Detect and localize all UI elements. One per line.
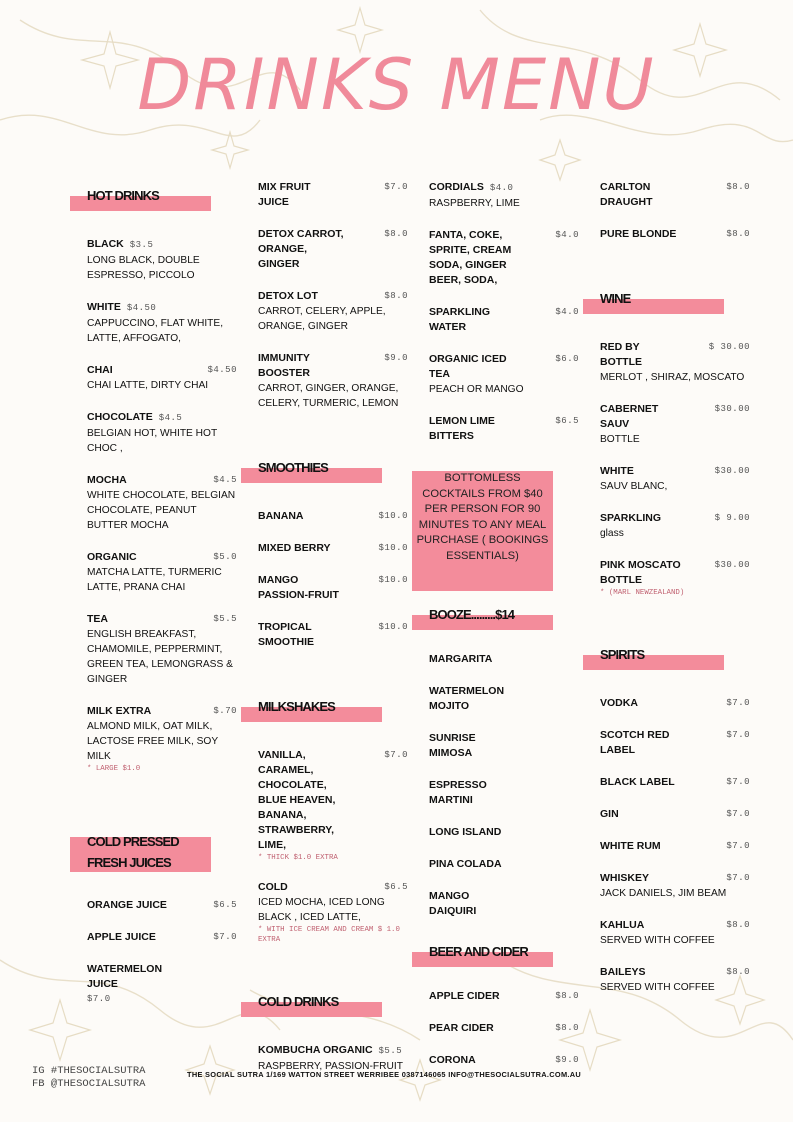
item-note: * (MARL NEWZEALAND) bbox=[600, 589, 685, 597]
item-price: $4.0 bbox=[489, 183, 514, 193]
item-description: CARROT, CELERY, APPLE, ORANGE, GINGER bbox=[258, 306, 386, 332]
menu-item bbox=[429, 652, 579, 667]
menu-item bbox=[429, 889, 579, 919]
menu-item bbox=[87, 898, 237, 913]
menu-item bbox=[429, 1021, 579, 1036]
item-name: PEAR CIDER bbox=[429, 1022, 494, 1034]
section-heading: BEER AND CIDER bbox=[429, 944, 528, 959]
menu-section bbox=[600, 291, 750, 598]
item-name: BLACK LABEL bbox=[600, 776, 675, 788]
menu-item bbox=[258, 620, 408, 650]
menu-item bbox=[429, 414, 579, 444]
item-description: CARROT, GINGER, ORANGE, CELERY, TURMERIC, LEMON bbox=[258, 383, 399, 409]
section-banner bbox=[70, 834, 211, 872]
item-name: CHAI bbox=[87, 364, 113, 376]
menu-item bbox=[429, 731, 579, 761]
section-banner bbox=[241, 994, 382, 1017]
item-price: $30.00 bbox=[714, 404, 750, 414]
item-price: $10.0 bbox=[378, 543, 408, 553]
item-description: PEACH OR MANGO bbox=[429, 384, 524, 395]
item-description: SERVED WITH COFFEE bbox=[600, 935, 715, 946]
menu-item bbox=[429, 180, 579, 211]
item-name: ESPRESSO MARTINI bbox=[429, 779, 487, 806]
item-name: BLACK bbox=[87, 238, 124, 250]
item-name: MIX FRUIT JUICE bbox=[258, 181, 311, 208]
item-price: $ 30.00 bbox=[708, 342, 750, 352]
item-name: BAILEYS bbox=[600, 966, 646, 978]
menu-item bbox=[600, 871, 750, 901]
item-name: MOCHA bbox=[87, 474, 127, 486]
item-description: RASPBERRY, LIME bbox=[429, 198, 520, 209]
item-price: $8.0 bbox=[726, 229, 750, 239]
item-price: $7.0 bbox=[726, 730, 750, 740]
item-price: $5.5 bbox=[213, 614, 237, 624]
menu-item bbox=[87, 704, 237, 774]
item-description: WHITE CHOCOLATE, BELGIAN CHOCOLATE, PEANUT BUTTER MOCHA bbox=[87, 490, 236, 531]
item-price: $9.0 bbox=[384, 353, 408, 363]
item-price: $4.5 bbox=[158, 413, 183, 423]
menu-item bbox=[87, 550, 237, 595]
item-price: $8.0 bbox=[555, 1023, 579, 1033]
social-handles bbox=[32, 1065, 145, 1091]
item-name: CARLTON DRAUGHT bbox=[600, 181, 653, 208]
item-name: WHITE bbox=[600, 465, 634, 477]
section-banner bbox=[412, 944, 553, 967]
menu-column bbox=[258, 180, 408, 1119]
bottomless-promo: BOTTOMLESS COCKTAILS FROM $40 PER PERSON FOR 90 MINUTES TO ANY MEAL PURCHASE ( BOOKINGS ESSENTIALS) bbox=[412, 471, 553, 591]
item-price: $7.0 bbox=[726, 777, 750, 787]
menu-item bbox=[600, 839, 750, 854]
menu-item bbox=[600, 511, 750, 541]
item-price: $10.0 bbox=[378, 511, 408, 521]
menu-item bbox=[600, 180, 750, 210]
menu-item bbox=[258, 748, 408, 863]
menu-section bbox=[258, 180, 408, 411]
item-name: MANGO DAIQUIRI bbox=[429, 890, 477, 917]
item-price: $8.0 bbox=[726, 182, 750, 192]
section-heading: BOOZE.........$14 bbox=[429, 607, 515, 622]
menu-item bbox=[87, 300, 237, 346]
item-description: glass bbox=[600, 528, 624, 539]
section-banner bbox=[70, 188, 211, 211]
menu-item bbox=[258, 573, 408, 603]
item-description: SAUV BLANC, bbox=[600, 481, 668, 492]
item-name: SUNRISE MIMOSA bbox=[429, 732, 476, 759]
item-name: BANANA bbox=[258, 510, 304, 522]
menu-section bbox=[258, 460, 408, 650]
item-price: $6.0 bbox=[555, 354, 579, 364]
item-name: CORONA bbox=[429, 1054, 476, 1066]
menu-item bbox=[600, 340, 750, 385]
item-name: PURE BLONDE bbox=[600, 228, 677, 240]
menu-item bbox=[87, 237, 237, 283]
item-description: MERLOT , SHIRAZ, MOSCATO bbox=[600, 372, 745, 383]
menu-section bbox=[258, 994, 408, 1074]
section-banner bbox=[583, 647, 724, 670]
item-name: ORGANIC bbox=[87, 551, 137, 563]
item-description: JACK DANIELS, JIM BEAM bbox=[600, 888, 727, 899]
item-name: TEA bbox=[87, 613, 108, 625]
menu-item bbox=[258, 541, 408, 556]
item-price: $5.0 bbox=[213, 552, 237, 562]
item-description: ALMOND MILK, OAT MILK, LACTOSE FREE MILK, SOY MILK bbox=[87, 721, 218, 762]
item-name: ORGANIC ICED TEA bbox=[429, 353, 507, 380]
item-name: SCOTCH RED LABEL bbox=[600, 729, 670, 756]
item-price: $8.0 bbox=[384, 291, 408, 301]
item-name: DETOX LOT bbox=[258, 290, 318, 302]
menu-item bbox=[600, 807, 750, 822]
section-banner bbox=[412, 607, 553, 630]
menu-item bbox=[600, 402, 750, 447]
item-price: $4.50 bbox=[207, 365, 237, 375]
item-price: $ 9.00 bbox=[714, 513, 750, 523]
section-heading: WINE bbox=[600, 291, 631, 306]
menu-column bbox=[429, 180, 579, 1101]
item-price: $4.50 bbox=[126, 303, 157, 313]
item-description: BOTTLE bbox=[600, 434, 640, 445]
menu-item bbox=[429, 684, 579, 714]
menu-item bbox=[600, 464, 750, 494]
menu-section bbox=[87, 834, 237, 1007]
menu-column bbox=[87, 180, 237, 1058]
section-banner bbox=[583, 291, 724, 314]
menu-section bbox=[87, 188, 237, 774]
item-name: WHITE bbox=[87, 301, 121, 313]
item-description: CAPPUCCINO, FLAT WHITE, LATTE, AFFOGATO, bbox=[87, 318, 224, 344]
item-description: RASPBERRY, PASSION-FRUIT bbox=[258, 1061, 403, 1072]
menu-item bbox=[258, 289, 408, 334]
section-heading: MILKSHAKES bbox=[258, 699, 335, 714]
item-price: $8.0 bbox=[555, 991, 579, 1001]
item-note: * LARGE $1.0 bbox=[87, 765, 141, 773]
item-description: ENGLISH BREAKFAST, CHAMOMILE, PEPPERMINT, GREEN TEA, LEMONGRASS & GINGER bbox=[87, 629, 233, 685]
item-name: KAHLUA bbox=[600, 919, 645, 931]
menu-item bbox=[600, 728, 750, 758]
item-name: CHOCOLATE bbox=[87, 411, 153, 423]
menu-section bbox=[258, 699, 408, 945]
menu-item bbox=[258, 180, 408, 210]
menu-section bbox=[600, 647, 750, 995]
item-name: MILK EXTRA bbox=[87, 705, 152, 717]
item-name: DETOX CARROT, ORANGE, GINGER bbox=[258, 228, 344, 270]
menu-item bbox=[429, 1053, 579, 1068]
menu-item bbox=[429, 825, 579, 840]
address-line: THE SOCIAL SUTRA 1/169 WATTON STREET WERRIBEE 0387146065 INFO@THESOCIALSUTRA.COM.AU bbox=[187, 1070, 582, 1079]
item-name: WHITE RUM bbox=[600, 840, 661, 852]
item-price: $7.0 bbox=[726, 809, 750, 819]
menu-item bbox=[87, 473, 237, 533]
item-price: $6.5 bbox=[384, 882, 408, 892]
item-name: SPARKLING bbox=[600, 512, 662, 524]
menu-item bbox=[429, 857, 579, 872]
section-heading: SPIRITS bbox=[600, 647, 645, 662]
item-name: COLD bbox=[258, 881, 288, 893]
item-name: CABERNET SAUV bbox=[600, 403, 659, 430]
menu-item bbox=[600, 558, 750, 598]
item-price: $3.5 bbox=[129, 240, 154, 250]
menu-section bbox=[600, 180, 750, 242]
menu-item bbox=[600, 227, 750, 242]
item-name: MANGO PASSION-FRUIT bbox=[258, 574, 339, 601]
item-name: WHISKEY bbox=[600, 872, 650, 884]
menu-item bbox=[87, 363, 237, 393]
section-banner bbox=[241, 699, 382, 722]
item-description: BELGIAN HOT, WHITE HOT CHOC , bbox=[87, 428, 217, 454]
item-price: $7.0 bbox=[726, 873, 750, 883]
item-description: ICED MOCHA, ICED LONG BLACK , ICED LATTE, bbox=[258, 897, 385, 923]
item-price: $30.00 bbox=[714, 560, 750, 570]
menu-item bbox=[600, 965, 750, 995]
item-price: $4.0 bbox=[555, 230, 579, 240]
item-price: $8.0 bbox=[726, 920, 750, 930]
item-name: MIXED BERRY bbox=[258, 542, 331, 554]
item-name: PINA COLADA bbox=[429, 858, 502, 870]
menu-section bbox=[429, 180, 579, 444]
item-name: VODKA bbox=[600, 697, 638, 709]
item-name: CORDIALS bbox=[429, 181, 484, 193]
menu-item bbox=[600, 775, 750, 790]
instagram-handle: IG #THESOCIALSUTRA bbox=[32, 1065, 146, 1077]
menu-item bbox=[87, 962, 237, 1007]
menu-item bbox=[429, 989, 579, 1004]
item-price: $.70 bbox=[213, 706, 237, 716]
menu-item bbox=[258, 351, 408, 411]
item-price: $6.5 bbox=[555, 416, 579, 426]
item-price: $7.0 bbox=[384, 182, 408, 192]
item-price: $7.0 bbox=[87, 994, 111, 1004]
menu-item bbox=[87, 930, 237, 945]
section-heading: COLD DRINKS bbox=[258, 994, 339, 1009]
item-price: $8.0 bbox=[384, 229, 408, 239]
item-name: LONG ISLAND bbox=[429, 826, 502, 838]
item-name: ORANGE JUICE bbox=[87, 899, 167, 911]
item-name: APPLE JUICE bbox=[87, 931, 156, 943]
item-price: $5.5 bbox=[378, 1046, 403, 1056]
section-banner bbox=[241, 460, 382, 483]
section-heading: COLD PRESSED FRESH JUICES bbox=[87, 834, 179, 870]
item-price: $30.00 bbox=[714, 466, 750, 476]
item-price: $7.0 bbox=[726, 698, 750, 708]
menu-item bbox=[87, 612, 237, 687]
item-name: RED BY BOTTLE bbox=[600, 341, 642, 368]
menu-item bbox=[600, 696, 750, 711]
section-heading: SMOOTHIES bbox=[258, 460, 328, 475]
item-name: TROPICAL SMOOTHIE bbox=[258, 621, 315, 648]
section-heading: HOT DRINKS bbox=[87, 188, 159, 203]
item-price: $8.0 bbox=[726, 967, 750, 977]
menu-item bbox=[258, 509, 408, 524]
item-name: MARGARITA bbox=[429, 653, 493, 665]
item-description: LONG BLACK, DOUBLE ESPRESSO, PICCOLO bbox=[87, 255, 200, 281]
item-note: * WITH ICE CREAM AND CREAM $ 1.0 EXTRA bbox=[258, 926, 400, 944]
item-description: SERVED WITH COFFEE bbox=[600, 982, 715, 993]
menu-section bbox=[429, 607, 579, 919]
item-name: APPLE CIDER bbox=[429, 990, 500, 1002]
item-price: $7.0 bbox=[726, 841, 750, 851]
item-price: $6.5 bbox=[213, 900, 237, 910]
item-name: SPARKLING WATER bbox=[429, 306, 491, 333]
item-price: $7.0 bbox=[213, 932, 237, 942]
item-name: GIN bbox=[600, 808, 619, 820]
menu-item bbox=[258, 227, 408, 272]
item-name: PINK MOSCATO BOTTLE bbox=[600, 559, 681, 586]
item-price: $7.0 bbox=[384, 750, 408, 760]
menu-section bbox=[429, 944, 579, 1068]
item-name: KOMBUCHA ORGANIC bbox=[258, 1044, 373, 1056]
item-name: VANILLA, CARAMEL, CHOCOLATE, BLUE HEAVEN, BANANA, STRAWBERRY, LIME, bbox=[258, 749, 336, 851]
item-price: $10.0 bbox=[378, 622, 408, 632]
menu-column bbox=[600, 180, 750, 1040]
page-title: DRINKS MENU bbox=[137, 44, 656, 126]
menu-item bbox=[429, 305, 579, 335]
item-name: WATERMELON MOJITO bbox=[429, 685, 505, 712]
item-name: IMMUNITY BOOSTER bbox=[258, 352, 310, 379]
item-description: MATCHA LATTE, TURMERIC LATTE, PRANA CHAI bbox=[87, 567, 222, 593]
menu-item bbox=[429, 778, 579, 808]
menu-item bbox=[429, 228, 579, 288]
item-price: $4.0 bbox=[555, 307, 579, 317]
item-description: CHAI LATTE, DIRTY CHAI bbox=[87, 380, 209, 391]
facebook-handle: FB @THESOCIALSUTRA bbox=[32, 1078, 146, 1090]
item-name: WATERMELON JUICE bbox=[87, 963, 163, 990]
menu-item bbox=[87, 410, 237, 456]
item-name: LEMON LIME BITTERS bbox=[429, 415, 495, 442]
item-name: FANTA, COKE, SPRITE, CREAM SODA, GINGER BEER, SODA, bbox=[429, 229, 512, 286]
menu-item bbox=[600, 918, 750, 948]
menu-item bbox=[429, 352, 579, 397]
item-note: * THICK $1.0 EXTRA bbox=[258, 854, 338, 862]
menu-item bbox=[258, 880, 408, 945]
item-price: $4.5 bbox=[213, 475, 237, 485]
item-price: $9.0 bbox=[555, 1055, 579, 1065]
item-price: $10.0 bbox=[378, 575, 408, 585]
